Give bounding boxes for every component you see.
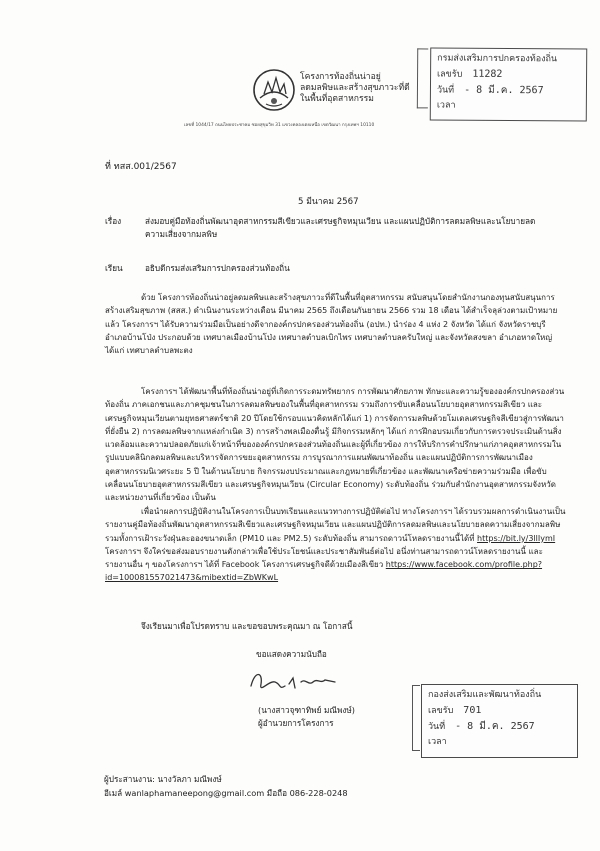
stamp-number-label: เลขรับ — [428, 706, 454, 716]
stamp-date-row — [428, 719, 571, 735]
closing-line: จึงเรียนมาเพื่อโปรดทราบ และขอขอบพระคุณมา ณ โอกาสนี้ — [141, 621, 353, 631]
stamp-title: กองส่งเสริมและพัฒนาท้องถิ่น — [428, 690, 542, 700]
facebook-link[interactable]: https://www.facebook.com/profile.php?id=100081557021473&mibextid=ZbWKwL — [105, 560, 543, 583]
stamp-number-row — [437, 67, 580, 84]
stamp-number: 11282 — [472, 68, 503, 80]
stamp-date-label: วันที่ — [428, 722, 446, 732]
stamp-number: 701 — [463, 705, 482, 716]
paragraph-1: ด้วย โครงการท้องถิ่นน่าอยู่ลดมลพิษและสร้างสุขภาวะที่ดีในพื้นที่อุตสาหกรรม สนับสนุนโดยสำนักงานกองทุนสนับสนุนการสร้างเสริมสุขภาพ (สสส.) ดำเนินงานระหว่างเดือน มีนาคม 2565 ถึงเดือนกันยายน 2566 รวม 18 เดือน ได้สำเร็จลุล่วงตามเป้าหมายแล้ว โครงการฯ ได้รับความร่วมมือเป็นอย่างดีจากองค์กรปกครองส่วนท้องถิ่น (อปท.) นำร่อง 4 แห่ง 2 จังหวัด ได้แก่ จังหวัดราชบุรี อำเภอบ้านโป่ง ประกอบด้วย เทศบาลเมืองบ้านโป่ง เทศบาลตำบลเบิกไพร เทศบาลตำบลครับใหญ่ และจังหวัดสงขลา อำเภอหาดใหญ่ ได้แก่ เทศบาลตำบลพะตง — [105, 293, 558, 356]
email-phone-line: อีเมล์ wanlaphamaneepong@gmail.com มือถือ 086-228-0248 — [104, 788, 348, 798]
coordinator-line: ผู้ประสานงาน: นางวัลภา มณีพงษ์ — [104, 774, 222, 784]
recipient-text: อธิบดีกรมส่งเสริมการปกครองส่วนท้องถิ่น — [145, 263, 290, 273]
paragraph-2: โครงการฯ ได้พัฒนาพื้นที่ท้องถิ่นน่าอยู่ที่เกิดการระดมทรัพยากร การพัฒนาศักยภาพ ทักษะและความรู้ขององค์กรปกครองส่วนท้องถิ่น ภาคเอกชนและภาคชุมชนในการลดมลพิษของในพื้นที่อุตสาหกรรม รวมถึงการขับเคลื่อนนโยบายอุตสาหกรรมสีเขียว และเศรษฐกิจหมุนเวียนตามยุทธศาสตร์ชาติ 20 ปีโดยใช้กรอบแนวคิดหลักได้แก่ 1) การจัดการมลพิษด้วยโมเดลเศรษฐกิจสีเขียวสู่การพัฒนาที่ยั่งยืน 2) การลดมลพิษจากแหล่งกำเนิด 3) การสร้างพลเมืองตื่นรู้ มีกิจกรรมหลักๆ ได้แก่ การฝึกอบรมเกี่ยวกับการตรวจประเมินด้านสิ่งแวดล้อมและความปลอดภัยแก่เจ้าหน้าที่ขององค์กรปกครองส่วนท้องถิ่นและผู้ที่เกี่ยวข้อง การให้บริการคำปรึกษาแก่ภาคอุตสาหกรรมในรูปแบบคลินิกลดมลพิษและบริหารจัดการขยะอุตสาหกรรม การบูรณาการแผนพัฒนาท้องถิ่น และแผนปฏิบัติการการพัฒนาเมืองอุตสาหกรรมนิเวศระยะ 5 ปี ในด้านนโยบาย กิจกรรมงบประมาณและกฎหมายที่เกี่ยวข้อง และพัฒนาเครือข่ายความร่วมมือ เพื่อขับเคลื่อนนโยบายอุตสาหกรรมสีเขียว และเศรษฐกิจหมุนเวียน (Circular Economy) ระดับท้องถิ่น ร่วมกับสำนักงานอุตสาหกรรมจังหวัด และหน่วยงานที่เกี่ยวข้อง เป็นต้น — [105, 387, 565, 503]
stamp-title: กรมส่งเสริมการปกครองท้องถิ่น — [437, 53, 558, 65]
subject-label: เรื่อง — [105, 216, 122, 226]
stamp-time-row — [428, 735, 571, 750]
stamp-number-row — [428, 703, 571, 719]
signer-name: (นางสาวจุฑาทิพย์ มณีพงษ์) — [258, 705, 355, 715]
stamp-number-label: เลขรับ — [437, 69, 463, 80]
letter-date: 5 มีนาคม 2567 — [298, 197, 359, 207]
org-line-3: ในพื้นที่อุตสาหกรรม — [300, 94, 374, 104]
stamp-date-label: วันที่ — [436, 85, 455, 96]
organization-logo-icon — [252, 68, 296, 112]
contact-block — [104, 772, 348, 800]
letter-reference: ที่ ทสส.001/2567 — [105, 162, 177, 172]
stamp-time-label: เวลา — [436, 100, 456, 111]
subject-text: ส่งมอบคู่มือท้องถิ่นพัฒนาอุตสาหกรรมสีเขียวและเศรษฐกิจหมุนเวียน และแผนปฏิบัติการลดมลพิษและนโยบายลดความเสี่ยงจากมลพิษ — [145, 216, 536, 239]
organization-name — [300, 72, 410, 105]
handwritten-signature — [245, 660, 345, 700]
stamp-time-row — [437, 99, 580, 115]
stamp-date-row — [437, 83, 580, 100]
stamp-time-label: เวลา — [428, 737, 447, 747]
stamp-date: - 8 มี.ค. 2567 — [455, 721, 535, 732]
paragraph-3 — [105, 505, 567, 585]
paragraph-3b-text: โครงการฯ จึงใคร่ขอส่งมอบรายงานดังกล่าวเพื่อใช้ประโยชน์และประชาสัมพันธ์ต่อไป อนึ่งท่านสามารถดาวน์โหลดรายงานนี้ และรายงานอื่น ๆ ของโครงการฯ ได้ที่ Facebook โครงการเศรษฐกิจดีด้วยเมืองสีเขียว — [105, 546, 543, 570]
report-link[interactable]: https://bit.ly/3llIymI — [477, 533, 556, 543]
organization-address: เลขที่ 1044/17 ถนนไทยประชาคม ซอยสุขุมวิท 31 แขวงคลองเตยเหนือ เขตวัฒนา กรุงเทพฯ 10110 — [184, 123, 375, 128]
org-line-1: โครงการท้องถิ่นน่าอยู่ — [300, 72, 381, 82]
signer-block — [258, 704, 355, 730]
receiving-stamp-bottom — [421, 684, 578, 758]
paragraph-3-text: เพื่อนำผลการปฏิบัติงานในโครงการเป็นบทเรียนและแนวทางการปฏิบัติต่อไป ทางโครงการฯ ได้รวบรวมผลการดำเนินงานเป็นรายงานคู่มือท้องถิ่นพัฒนาอุตสาหกรรมสีเขียวและเศรษฐกิจหมุนเวียน และแผนปฏิบัติการลดมลพิษและนโยบายลดความเสี่ยงจากมลพิษ รวมทั้งการเฝ้าระวังฝุ่นละอองขนาดเล็ก (PM10 และ PM2.5) ระดับท้องถิ่น สามารถดาวน์โหลดรายงานนี้ได้ที่ — [105, 507, 566, 543]
signer-title: ผู้อำนวยการโครงการ — [258, 718, 334, 728]
stamp-date: - 8 มี.ค. 2567 — [464, 84, 544, 97]
regards-line: ขอแสดงความนับถือ — [256, 649, 327, 659]
receiving-stamp-top — [430, 47, 588, 121]
recipient-label: เรียน — [105, 263, 123, 273]
org-line-2: ลดมลพิษและสร้างสุขภาวะที่ดี — [300, 83, 410, 93]
